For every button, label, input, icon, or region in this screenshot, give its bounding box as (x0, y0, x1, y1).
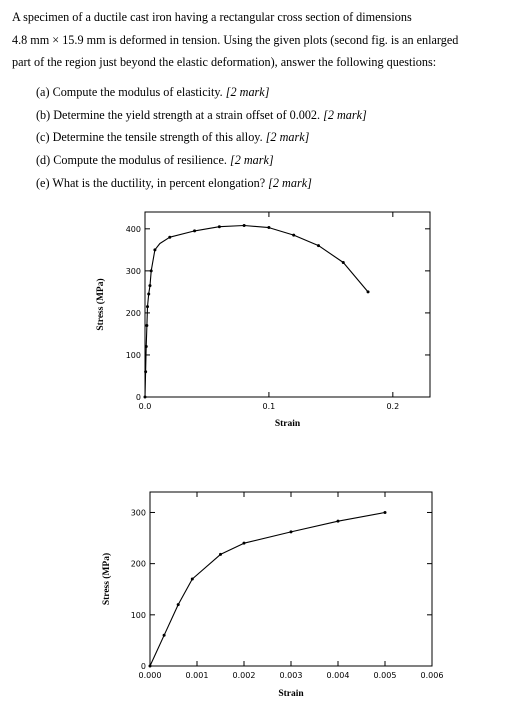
x-tick-label: 0.0 (138, 402, 152, 411)
x-tick-label: 0.000 (138, 671, 162, 680)
question-mark: [2 mark] (225, 85, 270, 99)
x-tick-label: 0.003 (279, 671, 303, 680)
data-point (219, 553, 222, 556)
y-tick-label: 200 (125, 308, 141, 318)
data-point (367, 290, 370, 293)
y-tick-label: 300 (125, 266, 141, 276)
y-tick-label: 400 (125, 224, 141, 234)
data-point (191, 578, 194, 581)
question-mark: [2 mark] (265, 130, 310, 145)
intro-line-3: part of the region just beyond the elastic deformation), answer the following questions: (12, 55, 437, 69)
y-tick-label: 100 (125, 350, 141, 360)
y-axis-label: Stress (MPa) (102, 552, 112, 606)
intro-line-2: 4.8 mm × 15.9 mm is deformed in tension. Using the given plots (second fig. is an enlarged (12, 32, 459, 47)
y-axis-label: Stress (MPa) (96, 278, 106, 331)
x-tick-label: 0.004 (326, 671, 350, 680)
question-text: (b) Determine the yield strength at a strain offset of 0.002. (36, 107, 324, 122)
data-point (149, 665, 152, 668)
data-point (317, 244, 320, 247)
y-tick-label: 100 (130, 610, 146, 620)
data-point (145, 324, 148, 327)
question-text: (e) What is the ductility, in percent elongation? (36, 175, 269, 190)
data-point (144, 370, 147, 373)
data-point (218, 225, 221, 228)
x-axis-label: Strain (274, 419, 301, 429)
y-tick-label: 200 (130, 559, 146, 569)
data-point (147, 292, 150, 295)
data-point (337, 520, 340, 523)
data-point (342, 261, 345, 264)
x-tick-label: 0.2 (386, 402, 400, 411)
data-point (168, 236, 171, 239)
x-axis-label: Strain (278, 689, 304, 699)
data-point (384, 511, 387, 514)
question-text: (c) Determine the tensile strength of this alloy. (36, 130, 266, 145)
data-point (193, 229, 196, 232)
data-point (150, 269, 153, 272)
data-point (148, 284, 151, 287)
data-point (290, 530, 293, 533)
chart-1 (95, 212, 430, 429)
data-point (145, 345, 148, 348)
question-text: (d) Compute the modulus of resilience. (36, 153, 230, 168)
x-tick-label: 0.1 (262, 402, 276, 411)
chart-2 (101, 492, 443, 699)
y-tick-label: 300 (130, 508, 146, 518)
question-mark: [2 mark] (323, 107, 367, 122)
question-text: (a) Compute the modulus of elasticity. (36, 85, 226, 99)
data-point (243, 224, 246, 227)
data-point (177, 603, 180, 606)
x-tick-label: 0.001 (185, 671, 209, 680)
plot-frame (145, 212, 430, 397)
data-point (144, 396, 147, 399)
intro-line-1: A specimen of a ductile cast iron having a rectangular cross section of dimensions (12, 10, 412, 24)
data-point (146, 305, 149, 308)
series-line (145, 226, 368, 398)
y-tick-label: 0 (140, 662, 146, 671)
question-mark: [2 mark] (229, 153, 274, 168)
series-line (150, 513, 385, 667)
data-point (243, 542, 246, 545)
x-tick-label: 0.006 (420, 671, 444, 680)
data-point (292, 234, 295, 237)
data-point (163, 634, 166, 637)
data-point (267, 226, 270, 229)
x-tick-label: 0.005 (373, 671, 397, 680)
data-point (153, 248, 156, 251)
y-tick-label: 0 (135, 393, 141, 402)
question-mark: [2 mark] (268, 175, 312, 190)
x-tick-label: 0.002 (232, 671, 256, 680)
